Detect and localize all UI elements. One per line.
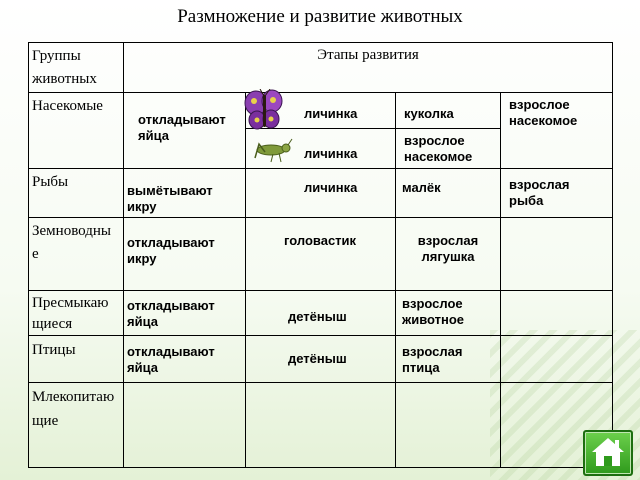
insects-adult-a: взрослое насекомое (509, 97, 578, 128)
insects-pupa: куколка (404, 106, 454, 121)
insects-stage1: откладывают яйца (138, 112, 226, 143)
reptiles-stage3: взрослое животное (402, 296, 465, 327)
insects-larva-b: личинка (304, 146, 358, 161)
butterfly-icon (244, 89, 286, 133)
reptiles-stage2: детёныш (288, 309, 347, 324)
group-birds: Птицы (32, 342, 76, 358)
header-groups: Группы животных (32, 48, 97, 87)
amphibians-stage2: головастик (284, 233, 357, 248)
table-border-top (28, 42, 613, 43)
table-border-left (28, 42, 29, 468)
row-sep-amphibians (28, 217, 613, 218)
fish-stage2: личинка (304, 180, 358, 195)
fish-stage3: малёк (402, 180, 441, 195)
insects-adult-b: взрослое насекомое (404, 133, 473, 164)
col-sep-1 (123, 42, 124, 468)
group-fish: Рыбы (32, 174, 69, 190)
table-border-right (612, 42, 613, 468)
table-border-bottom (28, 467, 613, 468)
row-sep-birds (28, 335, 613, 336)
header-sep (123, 92, 613, 93)
row-sep-mammals (28, 382, 613, 383)
group-amphibians: Земноводные (32, 223, 111, 262)
reptiles-stage1: откладывают яйца (127, 298, 215, 329)
col-sep-3 (395, 92, 396, 468)
header-stages: Этапы развития (317, 47, 419, 63)
birds-stage3: взрослая птица (402, 344, 463, 375)
home-button[interactable] (583, 430, 633, 476)
group-mammals: Млекопитающие (32, 389, 115, 429)
grasshopper-icon (251, 138, 293, 164)
fish-stage1: вымётывают икру (127, 183, 213, 214)
amphibians-stage3: взрослая лягушка (417, 233, 479, 264)
fish-stage4: взрослая рыба (509, 177, 570, 208)
insects-larva-a: личинка (304, 106, 358, 121)
group-reptiles: Пресмыкающиеся (32, 295, 109, 332)
row-sep-reptiles (28, 290, 613, 291)
amphibians-stage1: откладывают икру (127, 235, 215, 266)
page-title: Размножение и развитие животных (177, 6, 463, 27)
col-sep-2 (245, 92, 246, 468)
group-insects: Насекомые (32, 98, 103, 114)
home-icon (585, 432, 631, 474)
birds-stage1: откладывают яйца (127, 344, 215, 375)
birds-stage2: детёныш (288, 351, 347, 366)
groups-header-sep (28, 92, 123, 93)
col-sep-4 (500, 92, 501, 468)
row-sep-fish (28, 168, 613, 169)
